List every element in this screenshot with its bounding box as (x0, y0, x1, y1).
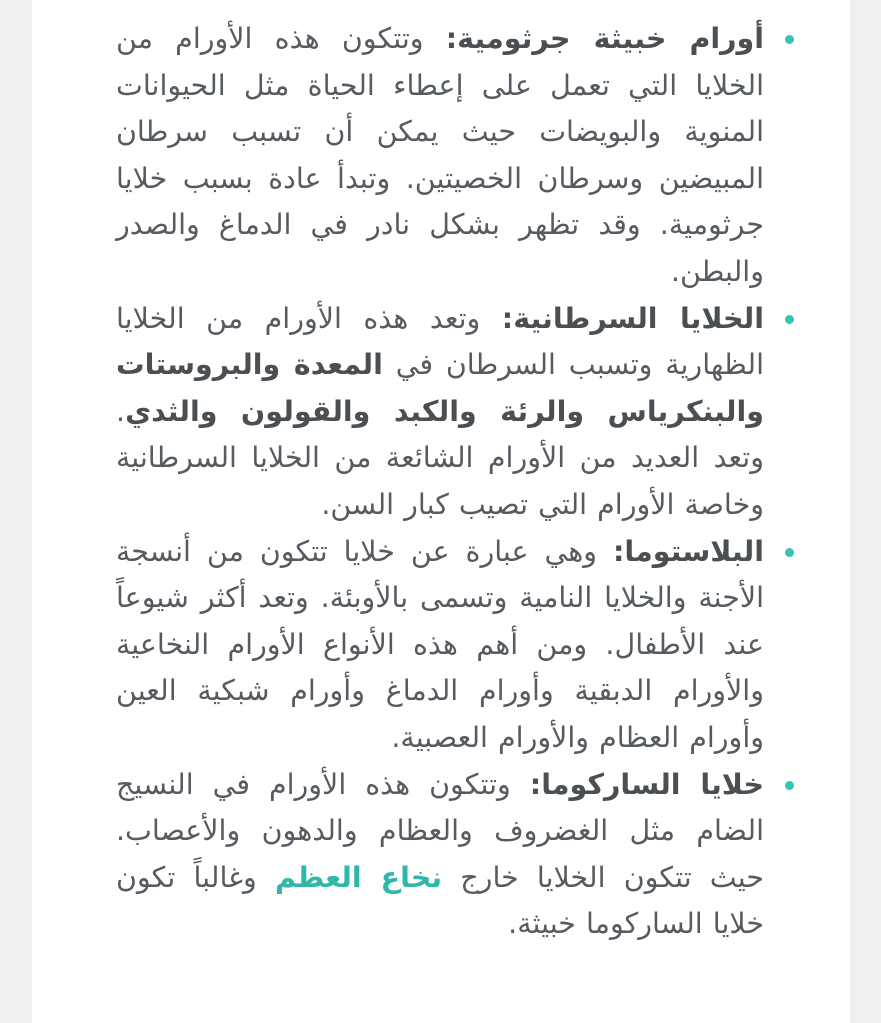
bullet-icon (785, 315, 794, 324)
term-label: أورام خبيثة جرثومية: (445, 22, 764, 55)
term-label: الخلايا السرطانية: (501, 301, 764, 335)
item-text: وتتكون هذه الأورام في النسيج الضام مثل الغضروف والعظام والدهون والأعصاب. حيث تتكون الخلايا خارج (116, 767, 764, 894)
article-content (32, 0, 850, 1023)
list-item-blastoma (32, 529, 850, 762)
list-item-germ-cell-tumors (32, 16, 850, 296)
term-label: خلايا الساركوما: (529, 767, 764, 801)
term-label: البلاستوما: (612, 534, 764, 568)
bone-marrow-link[interactable]: نخاع العظم (274, 860, 443, 894)
item-text: وتعد هذه الأورام من الخلايا الظهارية وتسبب السرطان في (116, 301, 764, 382)
bullet-icon (785, 781, 794, 790)
item-text: وتتكون هذه الأورام من الخلايا التي تعمل على إعطاء الحياة مثل الحيوانات المنوية والبويضات حيث يمكن أن تسبب سرطان المبيضين وسرطان الخصيتين. وتبدأ عادة بسبب خلايا جرثومية. وقد تظهر بشكل نادر في الدماغ والصدر والبطن. (116, 22, 764, 288)
organs-emphasis: المعدة والبروستات والبنكرياس والرئة والكبد والقولون والثدي (116, 348, 764, 428)
item-text-continued: وغالباً تكون خلايا الساركوما خبيثة. (116, 860, 764, 941)
list-item-sarcoma (32, 762, 850, 948)
bullet-icon (785, 548, 794, 557)
item-text: وهي عبارة عن خلايا تتكون من أنسجة الأجنة والخلايا النامية وتسمى بالأوبئة. وتعد أكثر شيوعاً عند الأطفال. ومن أهم هذه الأنواع الأورام النخاعية والأورام الدبقية وأورام الدماغ وأورام شبكية العين وأورام العظام والأورام العصبية. (116, 534, 764, 754)
item-text-continued: . وتعد العديد من الأورام الشائعة من الخلايا السرطانية وخاصة الأورام التي تصيب كبار السن. (116, 394, 764, 521)
bullet-icon (785, 35, 794, 44)
list-item-carcinoma (32, 296, 850, 529)
tumor-types-list (32, 16, 850, 948)
